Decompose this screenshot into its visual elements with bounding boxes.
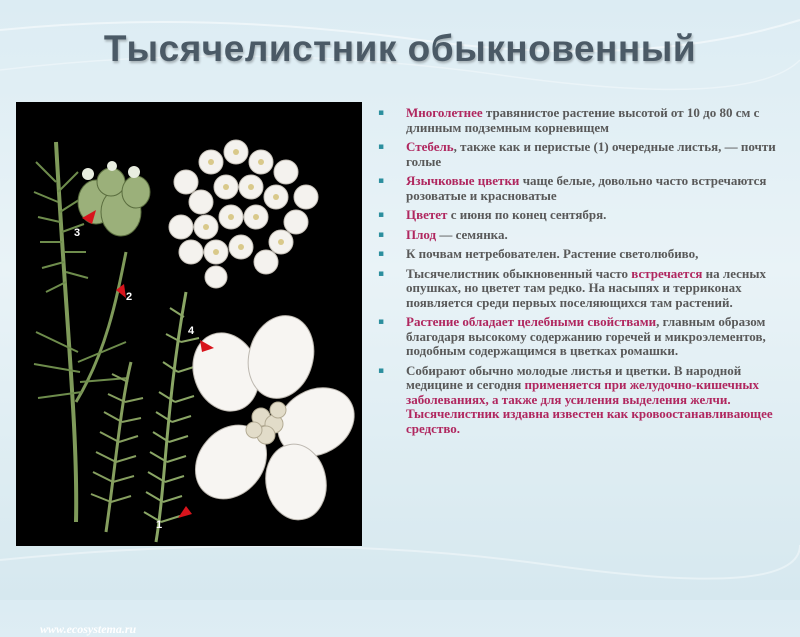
highlighted-text: Цветет bbox=[406, 207, 448, 222]
bullet-item bbox=[378, 364, 786, 437]
body-text: Тысячелистник обыкновенный часто bbox=[406, 265, 632, 281]
body-text: Собирают обычно молодые листья и цветки. В народной медицине и сегодня bbox=[406, 362, 742, 392]
label-2: 2 bbox=[126, 291, 133, 303]
body-text: К почвам нетребователен. Растение светолюбиво, bbox=[406, 246, 699, 261]
body-text: травянистое растение высотой от 10 до 80 см с длинным подземным корневищем bbox=[406, 105, 760, 135]
highlighted-text: Плод bbox=[406, 226, 437, 242]
bullet-item bbox=[378, 106, 786, 135]
body-text: с июня по конец сентября. bbox=[447, 207, 607, 222]
label-3: 3 bbox=[74, 227, 81, 239]
bullet-square-icon: ▪ bbox=[378, 365, 385, 376]
bullet-square-icon: ▪ bbox=[378, 268, 385, 279]
bullet-item bbox=[378, 228, 786, 243]
bullet-square-icon: ▪ bbox=[378, 229, 385, 240]
bullet-item bbox=[378, 174, 786, 203]
body-text: , также как и перистые (1) очередные листья, — почти голые bbox=[406, 139, 776, 169]
body-text: чаще белые, довольно часто встречаются розоватые и красноватые bbox=[406, 173, 767, 203]
bullet-square-icon: ▪ bbox=[378, 249, 385, 259]
highlighted-text: Язычковые цветки bbox=[406, 173, 520, 188]
yarrow-illustration bbox=[16, 102, 362, 636]
label-4: 4 bbox=[188, 325, 195, 337]
slide-title: Тысячелистник обыкновенный bbox=[103, 28, 697, 69]
highlighted-text: Растение обладает целебными свойствами bbox=[406, 314, 657, 329]
body-text: , главным образом благодаря высокому содержанию горечей и микроэлементов, подобным содержащимся в цветках ромашки. bbox=[406, 314, 766, 358]
watermark-url: www.ecosystema.ru bbox=[40, 622, 137, 636]
bullet-item bbox=[378, 208, 786, 223]
bullet-item bbox=[378, 267, 786, 311]
bullet-square-icon: ▪ bbox=[378, 317, 385, 327]
body-text: — семянка. bbox=[436, 226, 508, 242]
bullet-item bbox=[378, 315, 786, 359]
bullet-item bbox=[378, 140, 786, 169]
bullet-square-icon: ▪ bbox=[378, 176, 385, 186]
bullet-square-icon: ▪ bbox=[378, 108, 385, 118]
body-text: на лесных опушках, но цветет там редко. На насыпях и терриконах появляется среди первых поселяющихся там растений. bbox=[406, 265, 767, 310]
bullet-square-icon: ▪ bbox=[378, 210, 385, 220]
bullet-square-icon: ▪ bbox=[378, 142, 385, 152]
label-1: 1 bbox=[156, 519, 163, 531]
yarrow-drawing bbox=[16, 102, 362, 546]
highlighted-text: применяется при желудочно-кишечных заболеваниях, а также для усиления выделения желчи. Тысячелистник издавна известен как кровоостанавливающее средство. bbox=[406, 377, 773, 436]
highlighted-text: встречается bbox=[631, 265, 703, 281]
bullet-item bbox=[378, 247, 786, 262]
highlighted-text: Стебель bbox=[406, 139, 454, 154]
bullet-list bbox=[378, 106, 786, 441]
highlighted-text: Многолетнее bbox=[406, 105, 483, 120]
